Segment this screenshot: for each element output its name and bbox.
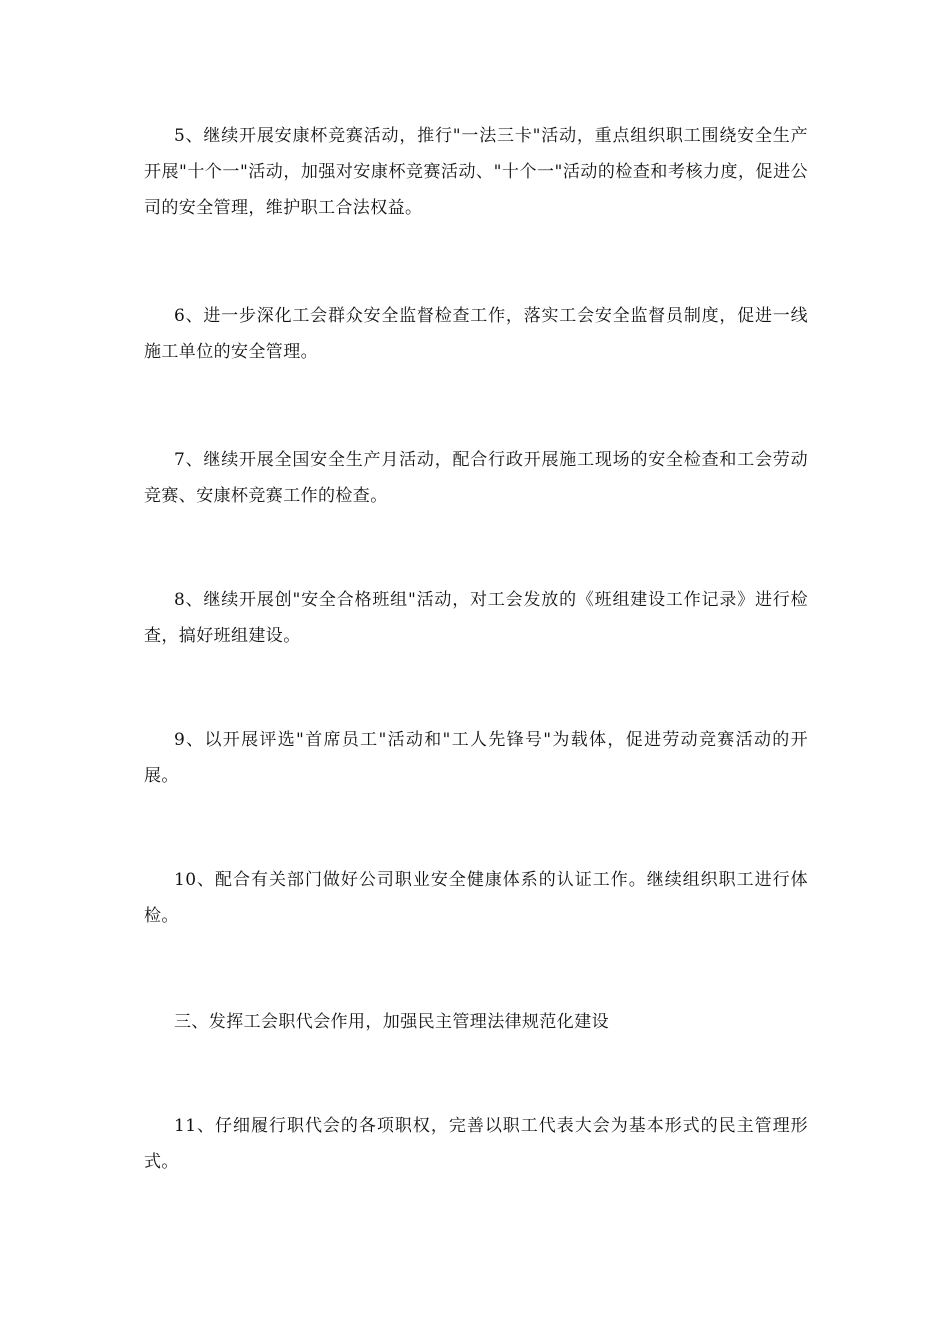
paragraph-item-10: 10、配合有关部门做好公司职业安全健康体系的认证工作。继续组织职工进行体检。 [144, 870, 808, 926]
paragraph-item-9: 9、以开展评选"首席员工"活动和"工人先锋号"为载体，促进劳动竞赛活动的开展。 [144, 730, 808, 786]
paragraph-item-7: 7、继续开展全国安全生产月活动，配合行政开展施工现场的安全检查和工会劳动竞赛、安康杯竞赛工作的检查。 [144, 450, 808, 506]
section-heading-3: 三、发挥工会职代会作用，加强民主管理法律规范化建设 [174, 1012, 609, 1032]
paragraph-item-8: 8、继续开展创"安全合格班组"活动，对工会发放的《班组建设工作记录》进行检查，搞好班组建设。 [144, 590, 808, 646]
paragraph-item-6: 6、进一步深化工会群众安全监督检查工作，落实工会安全监督员制度，促进一线施工单位的安全管理。 [144, 306, 808, 362]
paragraph-item-11: 11、仔细履行职代会的各项职权，完善以职工代表大会为基本形式的民主管理形式。 [144, 1116, 808, 1172]
paragraph-item-5: 5、继续开展安康杯竞赛活动，推行"一法三卡"活动，重点组织职工围绕安全生产开展"十个一"活动，加强对安康杯竞赛活动、"十个一"活动的检查和考核力度，促进公司的安全管理，维护职工合法权益。 [144, 126, 808, 218]
